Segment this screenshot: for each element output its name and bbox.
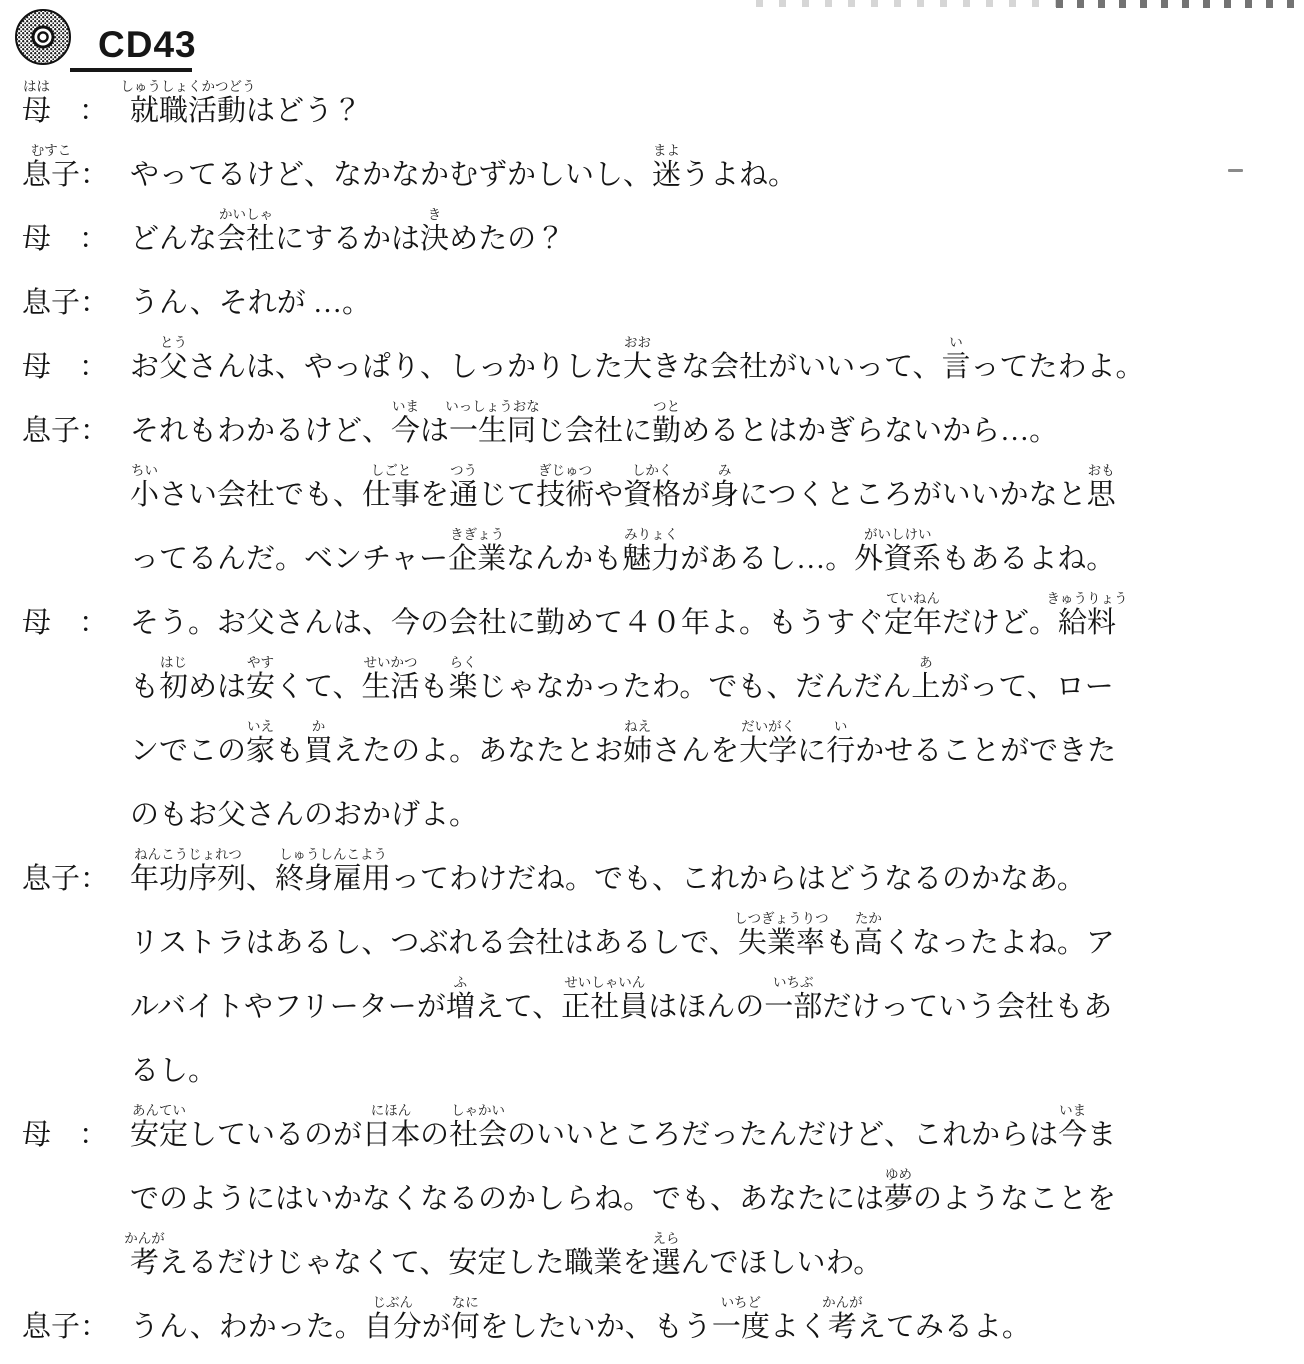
dialogue-line [130, 586, 1296, 641]
furigana: しごと [370, 463, 412, 478]
text-segment: ンでこの [130, 735, 247, 767]
furigana: ねんこうじょれつ [134, 847, 242, 862]
furigana: むすこ [30, 143, 72, 158]
dialogue-row [22, 1098, 1296, 1153]
speaker-label: 息子 むすこ [22, 143, 81, 191]
speaker-cell [22, 586, 108, 641]
cd-track-label: CD43 [98, 24, 197, 65]
furigana: えら [652, 1231, 680, 1246]
text-segment: 安定 あんてい [130, 1103, 189, 1151]
text-segment: リストラはあるし、つぶれる会社はあるしで、 [130, 927, 738, 959]
furigana: みりょく [624, 527, 679, 542]
text-segment: につくところがいいかなと [739, 479, 1087, 511]
text-segment: を [420, 479, 450, 511]
text-segment: 楽 らく [448, 655, 478, 703]
furigana: やす [247, 655, 275, 670]
dialogue-row [22, 906, 1296, 961]
text-segment: そう。お父さんは、今の会社に勤めて４０年よ。もうすぐ [130, 607, 885, 639]
text-segment: かせることができた [855, 735, 1117, 767]
text-segment: じ会社に [536, 415, 653, 447]
furigana: がいしけい [863, 527, 932, 542]
furigana: き [427, 207, 442, 222]
text-segment: えるだけじゃなくて、安定した職業を [159, 1247, 652, 1279]
dialogue-line [130, 970, 1296, 1025]
text-segment: 迷 まよ [652, 143, 682, 191]
furigana: ちい [131, 463, 158, 478]
text-segment: 年功序列 ねんこうじょれつ [130, 847, 247, 895]
text-segment: のようなことを [913, 1183, 1117, 1215]
dialogue-row [22, 138, 1296, 193]
furigana: おお [624, 335, 652, 350]
speaker-cell [22, 458, 108, 513]
speaker-cell [22, 202, 108, 257]
text-segment: 今 いま [391, 399, 421, 447]
speaker-cell [22, 266, 108, 321]
text-segment: 思 おも [1086, 463, 1116, 511]
furigana: かいしゃ [219, 207, 274, 222]
furigana: ねえ [624, 719, 652, 734]
text-segment: 家 いえ [246, 719, 276, 767]
dialogue-line [130, 1098, 1296, 1153]
text-segment: さんは、やっぱり、しっかりした [188, 351, 624, 383]
text-segment: だけど。 [942, 607, 1059, 639]
text-segment: うん、わかった。 [130, 1311, 364, 1343]
dialogue-line [130, 266, 1296, 321]
text-segment: 姉 ねえ [623, 719, 653, 767]
text-segment: ルバイトやフリーターが [130, 991, 446, 1023]
furigana: いちぶ [773, 975, 814, 990]
dialogue-row [22, 330, 1296, 385]
text-segment: さい会社でも、 [159, 479, 363, 511]
text-segment: ま [1087, 1119, 1117, 1151]
text-segment: ってたわよ。 [970, 351, 1145, 383]
furigana: いっしょうおな [445, 399, 540, 414]
text-segment: 一部 いちぶ [764, 975, 823, 1023]
scan-artifact-dots [1056, 0, 1304, 8]
speaker-cell [22, 330, 108, 385]
speaker-cell [22, 650, 108, 705]
text-segment: 日本 にほん [362, 1103, 421, 1151]
text-segment: じて [478, 479, 537, 511]
speaker-cell [22, 138, 108, 193]
furigana: まよ [653, 143, 681, 158]
furigana: おも [1087, 463, 1115, 478]
text-segment: 言 い [941, 335, 971, 383]
text-segment: 安 やす [246, 655, 276, 703]
text-segment: めは [188, 671, 247, 703]
speaker-label: 息子 [22, 1311, 81, 1343]
dialogue [22, 74, 1296, 1354]
dialogue-row [22, 394, 1296, 449]
furigana: い [949, 335, 963, 350]
speaker-label: 母 [22, 607, 52, 639]
dialogue-row [22, 74, 1296, 129]
furigana: ぎじゅつ [538, 463, 593, 478]
furigana: しかく [631, 463, 673, 478]
speaker-colon: ： [80, 415, 110, 447]
furigana: とう [160, 335, 188, 350]
text-segment: 生活 せいかつ [361, 655, 420, 703]
speaker-cell [22, 1290, 108, 1345]
dialogue-row [22, 1226, 1296, 1281]
text-segment: 身 み [710, 463, 740, 511]
text-segment: 給料 きゅうりょう [1046, 591, 1128, 639]
speaker-colon: ： [78, 1119, 108, 1151]
text-segment: も [275, 735, 305, 767]
text-segment: 一度 いちど [711, 1295, 770, 1343]
dialogue-line [130, 842, 1296, 897]
text-segment: 通 つう [449, 463, 479, 511]
furigana: しゃかい [451, 1103, 506, 1118]
speaker-cell [22, 714, 108, 769]
dialogue-line [130, 1034, 1296, 1089]
text-segment: 父 とう [159, 335, 189, 383]
text-segment: のいいところだったんだけど、これからは [507, 1119, 1059, 1151]
furigana: しつぎょうりつ [734, 911, 829, 926]
text-segment: じゃなかったわ。でも、だんだん [477, 671, 912, 703]
speaker-cell [22, 522, 108, 577]
cd-disc-icon [14, 8, 74, 68]
text-segment: どんな [130, 223, 218, 255]
speaker-label: 息子 [22, 287, 81, 319]
text-segment: だけっていう会社もあ [822, 991, 1113, 1023]
text-segment: ってるんだ。ベンチャー [130, 543, 449, 575]
text-segment: めたの？ [449, 223, 566, 255]
furigana: だいがく [741, 719, 796, 734]
text-segment: 資格 しかく [623, 463, 682, 511]
text-segment: 定年 ていねん [884, 591, 943, 639]
text-segment: めるとはかぎらないから…。 [681, 415, 1059, 447]
text-segment: はどう？ [246, 95, 363, 127]
dialogue-row [22, 1290, 1296, 1345]
furigana: いえ [247, 719, 275, 734]
text-segment: ってわけだね。でも、これからはどうなるのかなあ。 [391, 863, 1086, 895]
furigana: きゅうりょう [1046, 591, 1128, 606]
furigana: かんが [124, 1231, 165, 1246]
text-segment: 小 ちい [130, 463, 160, 511]
text-segment: も [824, 927, 854, 959]
dialogue-line [124, 1226, 1296, 1281]
furigana: きぎょう [450, 527, 505, 542]
speaker-cell [22, 1098, 108, 1153]
text-segment: が [681, 479, 711, 511]
text-segment: にするかは [275, 223, 421, 255]
text-segment: が [421, 1311, 451, 1343]
dialogue-line [130, 522, 1296, 577]
dialogue-line [120, 74, 1296, 129]
text-segment: うよね。 [681, 159, 798, 191]
text-segment: なんかも [506, 543, 623, 575]
speaker-label: 息子 [22, 415, 81, 447]
furigana: らく [449, 655, 477, 670]
speaker-cell [22, 778, 108, 833]
text-segment: お [130, 351, 160, 383]
speaker-cell [22, 842, 108, 897]
text-segment: 今 いま [1058, 1103, 1088, 1151]
dialogue-line [130, 906, 1296, 961]
text-segment: 何 なに [450, 1295, 480, 1343]
text-segment: もあるよね。 [941, 543, 1116, 575]
text-segment: よく [769, 1311, 828, 1343]
text-segment: 会社 かいしゃ [217, 207, 276, 255]
text-segment: があるし…。 [680, 543, 855, 575]
furigana: つと [653, 399, 681, 414]
text-segment: 買 か [304, 719, 334, 767]
text-segment: 大 おお [623, 335, 653, 383]
furigana: つう [450, 463, 478, 478]
cd-label-underline [70, 68, 192, 72]
dialogue-row [22, 202, 1296, 257]
furigana: はは [23, 79, 50, 94]
dialogue-row [22, 842, 1296, 897]
dialogue-line [130, 202, 1296, 257]
dialogue-line [130, 394, 1296, 449]
text-segment: 社会 しゃかい [449, 1103, 508, 1151]
speaker-cell [22, 906, 108, 961]
text-segment: も [130, 671, 160, 703]
furigana: いま [1059, 1103, 1087, 1118]
text-segment: しているのが [188, 1119, 363, 1151]
furigana: しゅうしんこよう [279, 847, 388, 862]
text-segment: 仕事 しごと [362, 463, 421, 511]
dialogue-row [22, 714, 1296, 769]
speaker-colon: ： [78, 351, 108, 383]
text-segment: 一生同 いっしょうおな [445, 399, 540, 447]
speaker-colon: ： [80, 159, 110, 191]
furigana: い [833, 719, 848, 734]
furigana: しゅうしょくかつどう [120, 79, 256, 94]
text-segment: は [420, 415, 450, 447]
dialogue-row [22, 1162, 1296, 1217]
furigana: せいしゃいん [564, 975, 646, 990]
text-segment: 魅力 みりょく [622, 527, 681, 575]
speaker-cell [22, 394, 108, 449]
speaker-colon: ： [78, 607, 108, 639]
speaker-colon: ： [80, 1311, 110, 1343]
speaker-colon: ： [80, 863, 110, 895]
dialogue-row [22, 522, 1296, 577]
text-segment: 外資系 がいしけい [854, 527, 942, 575]
furigana: ゆめ [885, 1167, 913, 1182]
dialogue-line [130, 1162, 1296, 1217]
furigana: み [717, 463, 732, 478]
text-segment: でのようにはいかなくなるのかしらね。でも、あなたには [130, 1183, 885, 1215]
text-segment: 夢 ゆめ [884, 1167, 914, 1215]
text-segment: 考 かんが [822, 1295, 863, 1343]
text-segment: うん、それが …。 [130, 287, 371, 319]
speaker-cell [22, 1226, 108, 1281]
furigana: ていねん [886, 591, 941, 606]
dialogue-line [130, 778, 1296, 833]
text-segment: はほんの [648, 991, 765, 1023]
text-segment: 勤 つと [652, 399, 682, 447]
text-segment: 考 かんが [124, 1231, 165, 1279]
text-segment: 自分 じぶん [363, 1295, 422, 1343]
furigana: はじ [160, 655, 188, 670]
furigana: ふ [453, 975, 468, 990]
text-segment: くなったよね。ア [882, 927, 1115, 959]
text-segment: 企業 きぎょう [448, 527, 507, 575]
furigana: じぶん [372, 1295, 413, 1310]
dialogue-row [22, 650, 1296, 705]
text-segment: きな会社がいいって、 [652, 351, 942, 383]
text-segment: 行 い [826, 719, 856, 767]
text-segment: えて、 [474, 991, 562, 1023]
text-segment: 失業率 しつぎょうりつ [734, 911, 829, 959]
speaker-colon: ： [80, 287, 110, 319]
text-segment: くて、 [275, 671, 362, 703]
furigana: あ [919, 655, 933, 670]
speaker-cell [22, 1162, 108, 1217]
text-segment: のもお父さんのおかげよ。 [130, 799, 479, 831]
text-segment: 大学 だいがく [739, 719, 798, 767]
furigana: あんてい [132, 1103, 186, 1118]
speaker-cell [22, 1034, 108, 1089]
speaker-label: 母 [22, 1119, 52, 1151]
furigana: か [311, 719, 326, 734]
text-segment: がって、ロー [940, 671, 1114, 703]
furigana: なに [451, 1295, 479, 1310]
speaker-colon: ： [78, 95, 108, 127]
text-segment: 、 [246, 863, 276, 895]
dialogue-line [130, 714, 1296, 769]
text-segment: に [797, 735, 827, 767]
text-segment: えたのよ。あなたとお [333, 735, 624, 767]
dialogue-row [22, 586, 1296, 641]
speaker-label: 母 [22, 351, 52, 383]
dialogue-line [130, 650, 1296, 705]
furigana: かんが [822, 1295, 863, 1310]
text-segment: 上 あ [911, 655, 941, 703]
text-segment: 決 き [420, 207, 450, 255]
furigana: いま [392, 399, 420, 414]
text-segment: さんを [652, 735, 740, 767]
text-segment: やってるけど、なかなかむずかしいし、 [130, 159, 653, 191]
furigana: いちど [720, 1295, 762, 1310]
text-segment: や [594, 479, 624, 511]
text-segment: それもわかるけど、 [130, 415, 392, 447]
text-segment: も [419, 671, 449, 703]
furigana: たか [854, 911, 882, 926]
text-segment: るし。 [130, 1055, 218, 1087]
speaker-cell [22, 74, 108, 129]
text-segment: んでほしいわ。 [680, 1247, 883, 1279]
text-segment: 選 えら [651, 1231, 681, 1279]
text-segment: の [420, 1119, 450, 1151]
dialogue-line [130, 458, 1296, 513]
furigana: にほん [370, 1103, 412, 1118]
text-segment: 技術 ぎじゅつ [536, 463, 595, 511]
dialogue-row [22, 778, 1296, 833]
dialogue-line [130, 1290, 1296, 1345]
dialogue-line [130, 330, 1296, 385]
text-segment: 終身雇用 しゅうしんこよう [275, 847, 392, 895]
text-segment: 高 たか [853, 911, 883, 959]
speaker-label: 母 [22, 223, 52, 255]
speaker-label: 息子 [22, 863, 81, 895]
dialogue-row [22, 970, 1296, 1025]
text-segment: 就職活動 しゅうしょくかつどう [120, 79, 256, 127]
speaker-label: 母 はは [22, 79, 52, 127]
scan-artifact-dots [756, 0, 1056, 7]
speaker-colon: ： [78, 223, 108, 255]
text-segment: 正社員 せいしゃいん [561, 975, 649, 1023]
text-segment: をしたいか、もう [479, 1311, 712, 1343]
dialogue-row [22, 266, 1296, 321]
speaker-cell [22, 970, 108, 1025]
dialogue-row [22, 458, 1296, 513]
text-segment: 初 はじ [159, 655, 189, 703]
furigana: せいかつ [363, 655, 418, 670]
dialogue-line [130, 138, 1296, 193]
text-segment: 増 ふ [445, 975, 475, 1023]
dialogue-row [22, 1034, 1296, 1089]
text-segment: えてみるよ。 [856, 1311, 1031, 1343]
